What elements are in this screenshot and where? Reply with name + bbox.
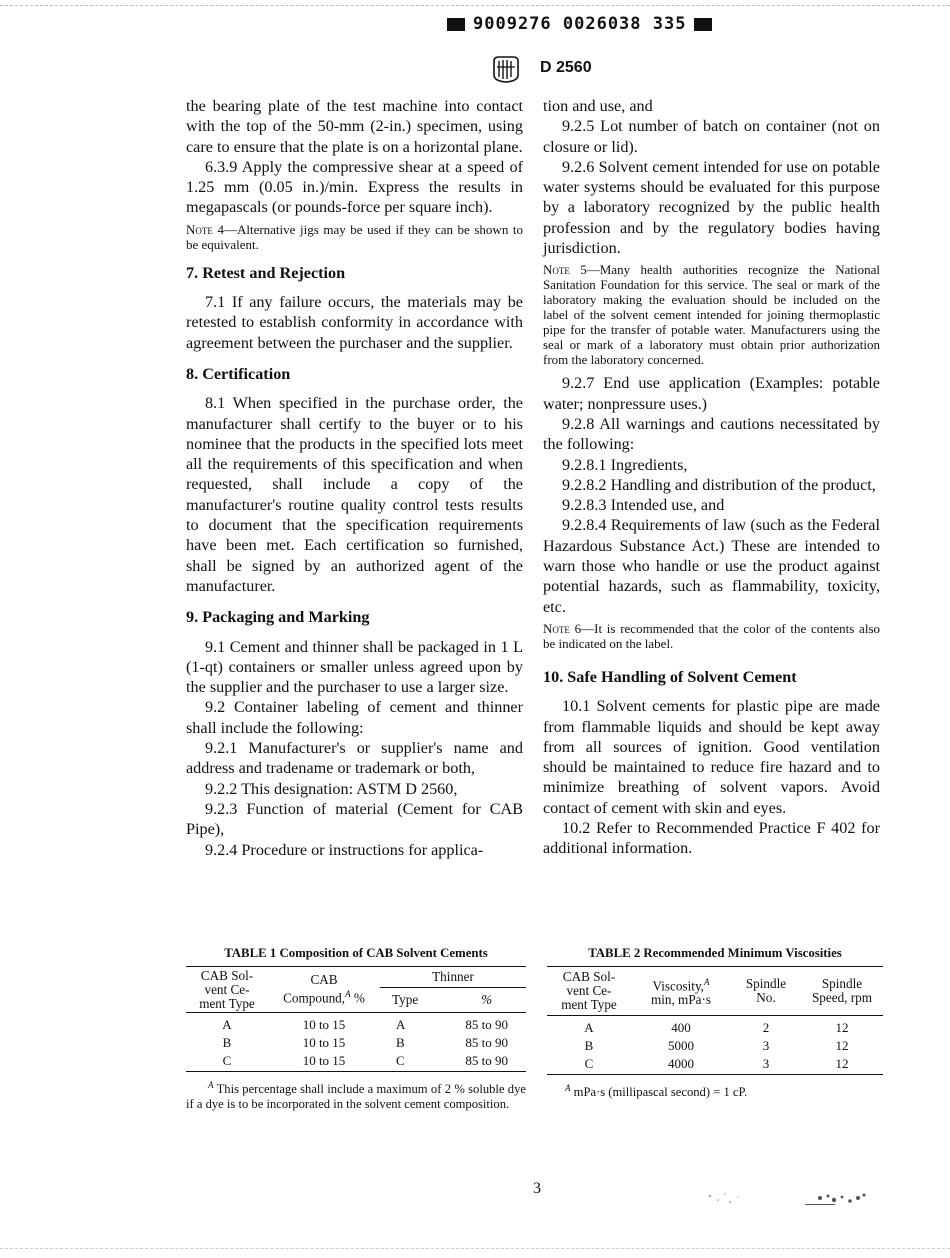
table-2-grid [547, 966, 883, 1075]
col-header-viscosity [631, 967, 731, 1016]
left-column [186, 96, 523, 860]
paragraph: 9.2.8.4 Requirements of law (such as the Federal Hazardous Substance Act.) These are intended to warn those who handle or use the product against potential hazards, such as flammability, toxicity, etc. [543, 516, 880, 616]
cell: A [584, 1020, 594, 1035]
col-header-type [547, 967, 631, 1016]
header-line: ment Type [561, 997, 617, 1012]
footnote-marker: A [345, 989, 351, 1000]
cell: 85 to 90 [465, 1017, 508, 1032]
header-line: CAB Sol- [562, 969, 616, 984]
cell: A [222, 1017, 232, 1032]
cell: 3 [762, 1056, 770, 1071]
header-line: No. [756, 990, 776, 1005]
designation: D 2560 [540, 59, 592, 76]
footnote-text: This percentage shall include a maximum of 2 % soluble dye if a dye is to be incorporated in the solvent cement composition. [186, 1082, 526, 1112]
scan-speckle-icon [700, 1188, 890, 1210]
cell: C [584, 1056, 594, 1071]
table-row [547, 1055, 883, 1075]
note-text: —Alternative jigs may be used if they can be shown to be equivalent. [186, 221, 523, 252]
cell: C [396, 1053, 405, 1068]
paragraph: 9.2.8.1 Ingredients, [562, 455, 688, 474]
cell: A [396, 1017, 406, 1032]
note-text: —Many health authorities recognize the National Sanitation Foundation for this service. The seal or mark of the laboratory making the evaluation should be included on the label of the solvent cement intended for joining thermoplastic pipe for the transfer of potable water. Manufacturers using the seal or mark of a laboratory must obtain prior authorization from the laboratory concerned. [543, 262, 880, 368]
note-label: Note 4 [186, 221, 224, 237]
cell: 3 [762, 1038, 770, 1053]
table-row [186, 1052, 526, 1072]
footnote-marker: A [703, 976, 710, 987]
code-block-right [694, 18, 712, 31]
header-line: vent Ce- [566, 983, 612, 998]
note-5 [543, 262, 880, 367]
table-1 [186, 946, 526, 1112]
paragraph: 6.3.9 Apply the compressive shear at a speed of 1.25 mm (0.05 in.)/min. Express the results in megapascals (or pounds-force per square inch). [186, 157, 523, 217]
section-heading: 9. Packaging and Marking [186, 608, 370, 627]
header-line: % [350, 990, 365, 1006]
paragraph: 9.2.8 All warnings and cautions necessitated by the following: [543, 414, 880, 454]
paragraph: 9.2.4 Procedure or instructions for applica- [205, 840, 484, 859]
footnote-marker: A [565, 1083, 571, 1093]
header-line: CAB [310, 972, 338, 988]
col-header-spindle [731, 967, 801, 1016]
page-number: 3 [533, 1180, 541, 1197]
table-row [547, 1037, 883, 1055]
cell: 85 to 90 [465, 1053, 508, 1068]
paragraph: 8.1 When specified in the purchase order, the manufacturer shall certify to the buyer or to his nominee that the products in the specified lots meet all the requirements of this specification and when requested, shall include a copy of the manufacturer's routine quality control tests results to document that the specification requirements have been met. Each certification so furnished, shall be signed by an authorized agent of the manufacturer. [186, 394, 523, 595]
col-header-speed [801, 967, 883, 1016]
cell: 12 [835, 1038, 849, 1053]
footnote-text: mPa·s (millipascal second) = 1 cP. [570, 1085, 748, 1100]
header-line: vent Ce- [204, 981, 250, 997]
scan-edge-bottom [0, 1248, 950, 1249]
paragraph: 9.2.1 Manufacturer's or supplier's name and address and tradename or trademark or both, [186, 739, 523, 778]
header-line: Spindle [821, 976, 863, 991]
header-line: Spindle [745, 976, 787, 991]
cell: B [584, 1038, 594, 1053]
table-row [186, 1034, 526, 1052]
paragraph: the bearing plate of the test machine into contact with the top of the 50-mm (2-in.) specimen, using care to ensure that the plate is on a horizontal plane. [186, 97, 523, 156]
right-column [543, 96, 880, 859]
section-heading: 10. Safe Handling of Solvent Cement [543, 667, 797, 686]
table-1-grid [186, 966, 526, 1072]
scan-edge-top [0, 5, 950, 9]
cell: B [222, 1035, 232, 1050]
table-footnote [186, 1078, 526, 1112]
paragraph: 9.2.7 End use application (Examples: potable water; nonpressure uses.) [543, 374, 880, 413]
document-code [447, 13, 712, 35]
cell: C [222, 1053, 232, 1068]
cell: 10 to 15 [302, 1053, 346, 1068]
paragraph: 7.1 If any failure occurs, the materials may be retested to establish conformity in accordance with agreement between the purchaser and the supplier. [186, 293, 523, 352]
paragraph: 9.2 Container labeling of cement and thinner shall include the following: [186, 698, 523, 737]
cell: 5000 [668, 1038, 694, 1053]
table-row [547, 1016, 883, 1038]
paragraph: 9.2.3 Function of material (Cement for CAB Pipe), [186, 799, 523, 839]
section-heading: 7. Retest and Rejection [186, 263, 346, 282]
col-header-thinner: Thinner [380, 967, 526, 988]
header-line: CAB Sol- [200, 967, 254, 983]
cell: 12 [835, 1020, 849, 1035]
table-2 [547, 946, 883, 1100]
paragraph: 10.2 Refer to Recommended Practice F 402 for additional information. [543, 819, 880, 858]
cell: 85 to 90 [465, 1035, 508, 1050]
col-header-compound [268, 967, 380, 1013]
paragraph: 9.2.8.2 Handling and distribution of the product, [562, 475, 876, 494]
astm-logo-icon [491, 55, 521, 83]
header-line: Viscosity, [652, 978, 704, 994]
note-label: Note 6 [543, 620, 582, 636]
paragraph: 9.2.6 Solvent cement intended for use on potable water systems should be evaluated for this purpose by a laboratory recognized by the public health profession and by the regulatory bodies having jurisdiction. [543, 157, 880, 258]
col-header-thinner-pct: % [447, 988, 526, 1013]
note-text: —It is recommended that the color of the contents also be indicated on the label. [543, 620, 880, 651]
cell: 10 to 15 [302, 1017, 346, 1032]
section-heading: 8. Certification [186, 364, 291, 383]
table-row [186, 1013, 526, 1035]
cell: B [396, 1035, 405, 1050]
paragraph: 9.2.5 Lot number of batch on container (not on closure or lid). [543, 117, 880, 156]
footnote-marker: A [208, 1080, 214, 1090]
cell: 12 [835, 1056, 849, 1071]
cell: 4000 [668, 1056, 694, 1071]
paragraph: 9.2.2 This designation: ASTM D 2560, [205, 779, 458, 798]
note-6 [543, 621, 880, 651]
header-line: Speed, rpm [811, 990, 873, 1005]
cell: 400 [671, 1020, 691, 1035]
code-block-left [447, 18, 465, 31]
paragraph: 9.2.8.3 Intended use, and [562, 496, 725, 515]
note-4 [186, 222, 523, 252]
col-header-thinner-type: Type [380, 988, 447, 1013]
code-number: 9009276 0026038 335 [473, 14, 687, 34]
col-header-type [186, 967, 268, 1013]
table-footnote [547, 1081, 883, 1100]
header-line: Compound, [283, 990, 346, 1006]
cell: 10 to 15 [302, 1035, 346, 1050]
paragraph: 9.1 Cement and thinner shall be packaged in 1 L (1-qt) containers or smaller unless agreed upon by the supplier and the purchaser to use a larger size. [186, 637, 523, 697]
header-line: min, mPa·s [650, 992, 712, 1008]
note-label: Note 5 [543, 262, 587, 278]
table-caption: TABLE 2 Recommended Minimum Viscosities [588, 946, 842, 960]
paragraph: tion and use, and [543, 97, 653, 115]
table-caption: TABLE 1 Composition of CAB Solvent Cements [224, 946, 488, 960]
paragraph: 10.1 Solvent cements for plastic pipe are made from flammable liquids and should be kept away from all sources of ignition. Good ventilation should be maintained to reduce fire hazard and to minimize breathing of solvent vapors. Avoid contact of cement with skin and eyes. [543, 697, 880, 817]
cell: 2 [762, 1020, 770, 1035]
header-line: ment Type [199, 995, 255, 1011]
